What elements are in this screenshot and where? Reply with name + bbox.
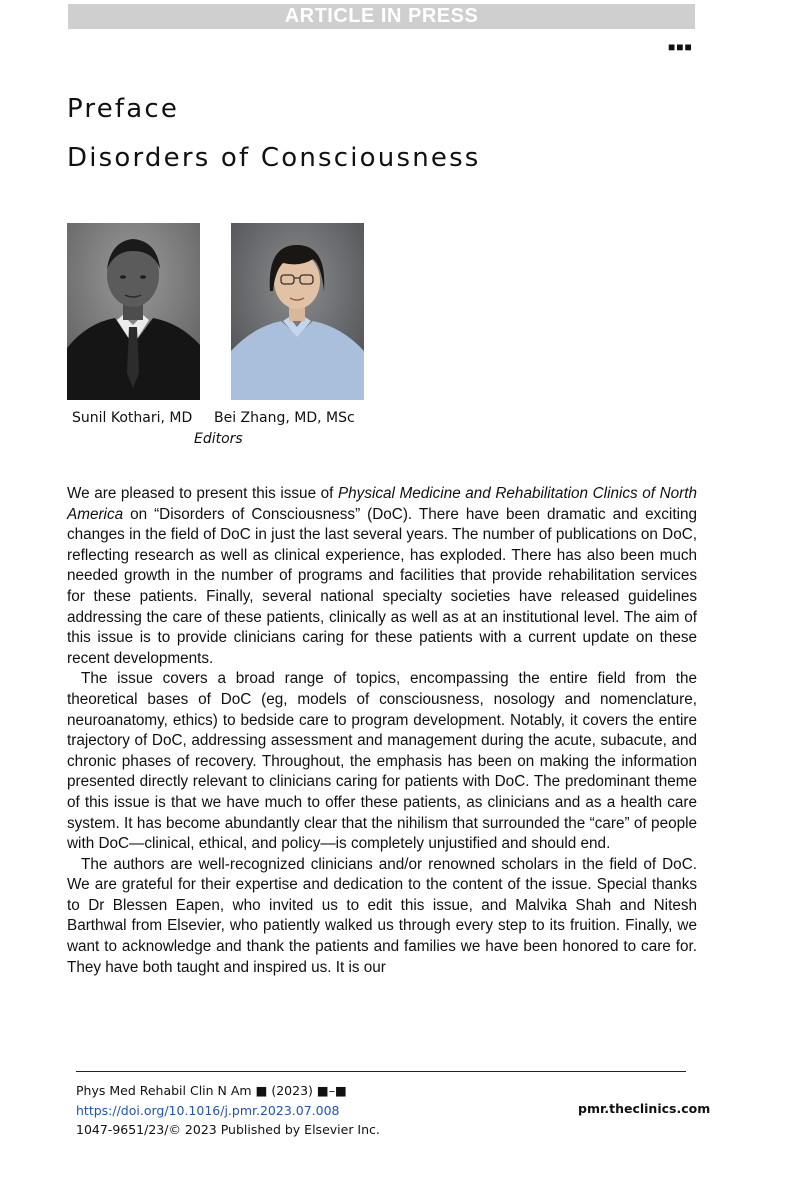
copyright-line: 1047-9651/23/© 2023 Published by Elsevier Inc. [76,1122,380,1137]
issue-title: Disorders of Consciousness [67,143,481,173]
editor-photo-zhang [231,223,364,400]
preface-heading: Preface [67,94,180,124]
journal-name: Physical Medicine and Rehabilitation Clinics of North America [67,485,697,523]
journal-website[interactable]: pmr.theclinics.com [578,1101,711,1116]
editor-name-zhang: Bei Zhang, MD, MSc [214,410,355,426]
article-in-press-banner: ARTICLE IN PRESS [68,4,695,29]
editor-photo-kothari [67,223,200,400]
paragraph-2: The issue covers a broad range of topics, encompassing the entire field from the theoretical bases of DoC (eg, models of consciousness, nosology and nomenclature, neuroanatomy, ethics) to bedside care to program development. Notably, it covers the entire trajectory of DoC, addressing assessment and management during the acute, subacute, and chronic phases of recovery. Throughout, the emphasis has been on making the information presented directly relevant to clinicians caring for patients with DoC. The predominant theme of this issue is that we have much to offer these patients, as clinicians and as a health care system. It has become abundantly clear that the nihilism that surrounded the “care” of people with DoC—clinical, ethical, and policy—is completely unjustified and should end. [67,670,697,853]
paragraph-1-rest: on “Disorders of Consciousness” (DoC). There have been dramatic and exciting changes in the field of DoC in just the last several years. The number of publications on DoC, reflecting research as well as clinical experience, has exploded. There has also been much needed growth in the number of programs and facilities that provide rehabilitation services for these patients. Finally, several national specialty societies have released guidelines addressing the care of these patients, clinically as well as at an institutional level. The aim of this issue is to provide clinicians caring for these patients with a current update on these recent developments. [67,505,697,667]
doi-link[interactable]: https://doi.org/10.1016/j.pmr.2023.07.008 [76,1102,340,1118]
journal-citation: Phys Med Rehabil Clin N Am ■ (2023) ■–■ [76,1083,347,1098]
footer-divider [76,1071,686,1072]
paragraph-3: The authors are well-recognized clinicians and/or renowned scholars in the field of DoC. We are grateful for their expertise and dedication to the content of the issue. Special thanks to Dr Blessen Eapen, who invited us to edit this issue, and Malvika Shah and Nitesh Barthwal from Elsevier, who patiently walked us through every step to its fruition. Finally, we want to acknowledge and thank the patients and families we have been honored to care for. They have both taught and inspired us. It is our [67,855,697,976]
footer-citation-block [76,1081,380,1140]
paragraph-1-lead: We are pleased to present this issue of [67,485,338,502]
editor-name-kothari: Sunil Kothari, MD [72,410,193,426]
preface-body [67,484,697,978]
page-number-marker: ■■■ [668,40,693,54]
paragraph-1 [67,484,697,669]
editors-label: Editors [194,431,243,447]
